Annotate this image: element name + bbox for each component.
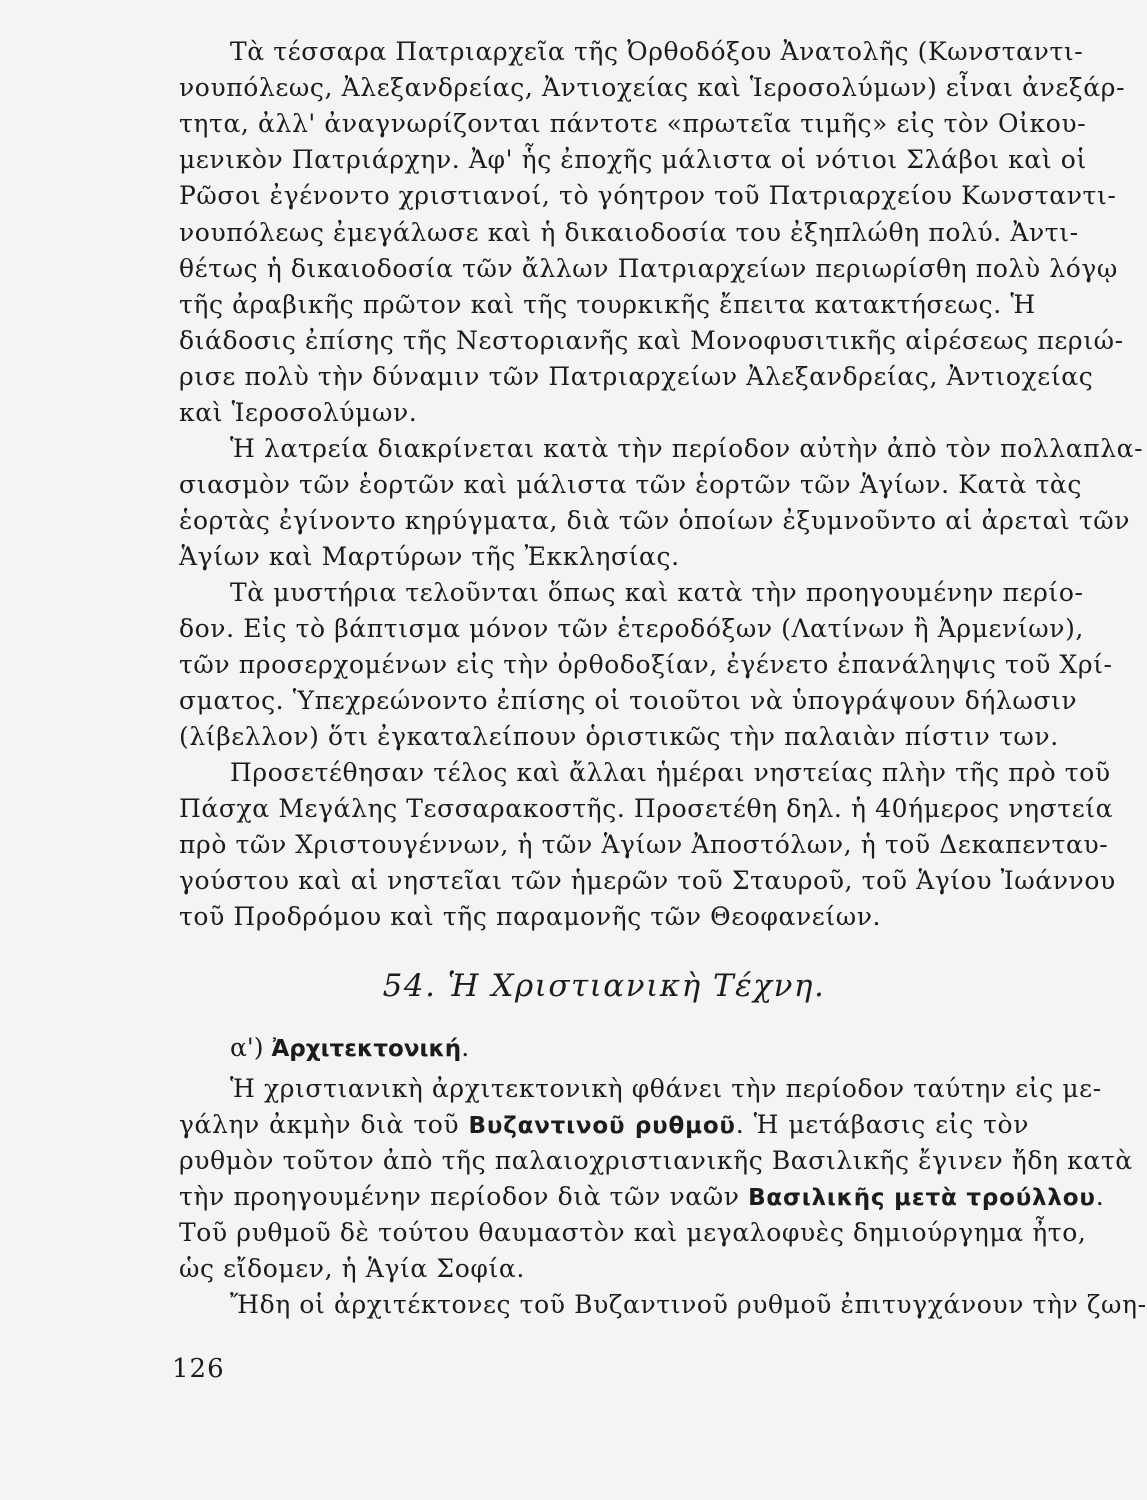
text-line: Ἡ χριστιανικὴ ἀρχιτεκτονικὴ φθάνει τὴν περίοδον ταύτην εἰς με-	[230, 1074, 1102, 1103]
subsection-heading	[230, 1032, 469, 1065]
text-line: ὡς εἴδομεν, ἡ Ἁγία Σοφία.	[179, 1254, 525, 1283]
subsection-title: Ἀρχιτεκτονική	[271, 1036, 462, 1062]
text-line: τοῦ Προδρόμου καὶ τῆς παραμονῆς τῶν Θεοφανείων.	[179, 902, 882, 931]
text-line: μενικὸν Πατριάρχην. Ἀφ' ἧς ἐποχῆς μάλιστα οἱ νότιοι Σλάβοι καὶ οἱ	[179, 145, 1087, 174]
text-line: δον. Εἰς τὸ βάπτισμα μόνον τῶν ἑτεροδόξων (Λατίνων ἢ Ἀρμενίων),	[179, 614, 1084, 643]
text-line: καὶ Ἱεροσολύμων.	[179, 398, 418, 427]
text-line: νουπόλεως ἐμεγάλωσε καὶ ἡ δικαιοδοσία του ἐξηπλώθη πολύ. Ἀντι-	[179, 218, 1079, 247]
text-line: Ἤδη οἱ ἀρχιτέκτονες τοῦ Βυζαντινοῦ ρυθμοῦ ἐπιτυγχάνουν τὴν ζωη-	[230, 1290, 1147, 1319]
text-line: νουπόλεως, Ἀλεξανδρείας, Ἀντιοχείας καὶ Ἱεροσολύμων) εἶναι ἀνεξάρ-	[179, 73, 1126, 102]
text-line: τῆς ἀραβικῆς πρῶτον καὶ τῆς τουρκικῆς ἔπειτα κατακτήσεως. Ἡ	[179, 290, 1036, 319]
text-line: θέτως ἡ δικαιοδοσία τῶν ἄλλων Πατριαρχείων περιωρίσθη πολὺ λόγῳ	[179, 254, 1118, 283]
text-line: (λίβελλον) ὅτι ἐγκαταλείπουν ὁριστικῶς τὴν παλαιὰν πίστιν των.	[179, 722, 1059, 751]
text-line: Ρῶσοι ἐγένοντο χριστιανοί, τὸ γόητρον τοῦ Πατριαρχείου Κωνσταντι-	[179, 181, 1117, 210]
text-fragment: .	[1095, 1182, 1105, 1211]
page-number: 126	[172, 1354, 225, 1384]
text-line: Τὰ τέσσαρα Πατριαρχεῖα τῆς Ὀρθοδόξου Ἀνατολῆς (Κωνσταντι-	[230, 37, 1084, 66]
subsection-suffix: .	[461, 1033, 470, 1062]
text-line: Πάσχα Μεγάλης Τεσσαρακοστῆς. Προσετέθη δηλ. ἡ 40ήμερος νηστεία	[179, 794, 1114, 823]
text-line: ρυθμὸν τοῦτον ἀπὸ τῆς παλαιοχριστιανικῆς Βασιλικῆς ἔγινεν ἤδη κατὰ	[179, 1146, 1133, 1175]
text-line: τῶν προσερχομένων εἰς τὴν ὀρθοδοξίαν, ἐγένετο ἐπανάληψις τοῦ Χρί-	[179, 650, 1113, 679]
text-line: ἑορτὰς ἐγίνοντο κηρύγματα, διὰ τῶν ὁποίων ἐξυμνοῦντο αἱ ἀρεταὶ τῶν	[179, 506, 1131, 535]
text-line: Ἡ λατρεία διακρίνεται κατὰ τὴν περίοδον αὐτὴν ἀπὸ τὸν πολλαπλα-	[230, 434, 1144, 463]
subsection-marker: α')	[230, 1033, 264, 1062]
bold-term: Βυζαντινοῦ ρυθμοῦ	[468, 1113, 736, 1139]
bold-term: Βασιλικῆς μετὰ τρούλλου	[748, 1185, 1096, 1211]
text-fragment: τὴν προηγουμένην περίοδον διὰ τῶν ναῶν	[179, 1182, 740, 1211]
text-line: Προσετέθησαν τέλος καὶ ἄλλαι ἡμέραι νηστείας πλὴν τῆς πρὸ τοῦ	[230, 758, 1111, 787]
text-line: Τοῦ ρυθμοῦ δὲ τούτου θαυμαστὸν καὶ μεγαλοφυὲς δημιούργημα ἦτο,	[179, 1218, 1087, 1247]
text-line: διάδοσις ἐπίσης τῆς Νεστοριανῆς καὶ Μονοφυσιτικῆς αἱρέσεως περιώ-	[179, 326, 1124, 355]
text-line: σιασμὸν τῶν ἑορτῶν καὶ μάλιστα τῶν ἑορτῶν τῶν Ἁγίων. Κατὰ τὰς	[179, 470, 1082, 499]
text-fragment: . Ἡ μετάβασις εἰς τὸν	[735, 1110, 1030, 1139]
text-line: τητα, ἀλλ' ἀναγνωρίζονται πάντοτε «πρωτεῖα τιμῆς» εἰς τὸν Οἰκου-	[179, 109, 1087, 138]
section-heading: 54. Ἡ Χριστιανικὴ Τέχνη.	[382, 968, 826, 1004]
text-line: Τὰ μυστήρια τελοῦνται ὅπως καὶ κατὰ τὴν προηγουμένην περίο-	[230, 578, 1084, 607]
text-fragment: γάλην ἀκμὴν διὰ τοῦ	[179, 1110, 460, 1139]
text-line: Ἁγίων καὶ Μαρτύρων τῆς Ἐκκλησίας.	[179, 542, 680, 571]
text-line: γούστου καὶ αἱ νηστεῖαι τῶν ἡμερῶν τοῦ Σταυροῦ, τοῦ Ἁγίου Ἰωάννου	[179, 866, 1116, 895]
text-line	[179, 1181, 1105, 1214]
text-line	[179, 1109, 1029, 1142]
text-line: σματος. Ὑπεχρεώνοντο ἐπίσης οἱ τοιοῦτοι νὰ ὑπογράψουν δήλωσιν	[179, 686, 1078, 715]
text-line: πρὸ τῶν Χριστουγέννων, ἡ τῶν Ἁγίων Ἀποστόλων, ἡ τοῦ Δεκαπενταυ-	[179, 830, 1109, 859]
text-line: ρισε πολὺ τὴν δύναμιν τῶν Πατριαρχείων Ἀλεξανδρείας, Ἀντιοχείας	[179, 362, 1094, 391]
